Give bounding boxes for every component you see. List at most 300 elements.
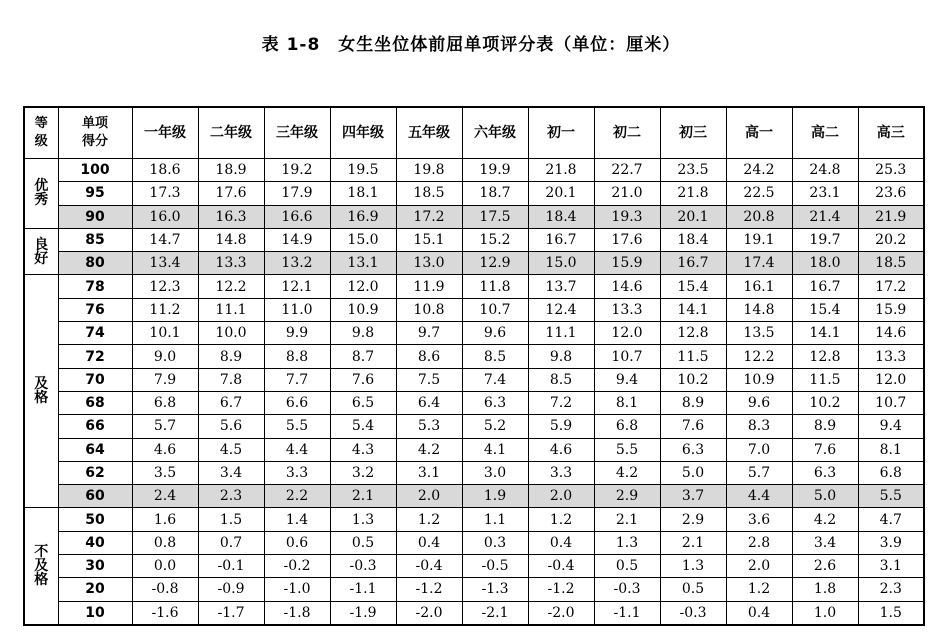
value-cell: 23.5 [660,159,726,182]
score-cell: 90 [58,205,132,228]
value-cell: 13.3 [198,252,264,275]
value-cell: 8.9 [660,391,726,414]
table-row [24,578,924,601]
table-row [24,205,924,228]
value-cell: -0.1 [198,555,264,578]
value-cell: 1.2 [726,578,792,601]
score-header: 单项 得分 [58,107,132,159]
table-row [24,391,924,414]
value-cell: 1.6 [132,508,198,531]
value-cell: 0.5 [594,555,660,578]
value-cell: 7.6 [660,415,726,438]
value-cell: 16.9 [330,205,396,228]
value-cell: 9.4 [858,415,924,438]
value-cell: 10.8 [396,298,462,321]
value-cell: 9.6 [726,391,792,414]
value-cell: 20.2 [858,228,924,251]
value-cell: 6.3 [462,391,528,414]
value-cell: 17.6 [198,182,264,205]
value-cell: 0.7 [198,531,264,554]
score-cell: 60 [58,485,132,508]
value-cell: 5.2 [462,415,528,438]
score-cell: 85 [58,228,132,251]
value-cell: 8.8 [264,345,330,368]
score-cell: 70 [58,368,132,391]
value-cell: 19.9 [462,159,528,182]
table-row [24,182,924,205]
value-cell: 13.0 [396,252,462,275]
value-cell: 3.9 [858,531,924,554]
value-cell: -2.0 [528,601,594,625]
value-cell: 8.7 [330,345,396,368]
value-cell: 1.0 [792,601,858,625]
value-cell: 12.0 [330,275,396,298]
value-cell: -0.2 [264,555,330,578]
value-cell: 12.2 [198,275,264,298]
value-cell: 7.6 [330,368,396,391]
value-cell: 12.2 [726,345,792,368]
value-cell: -0.9 [198,578,264,601]
score-cell: 20 [58,578,132,601]
level-cell: 良 好 [24,228,58,275]
value-cell: -2.0 [396,601,462,625]
value-cell: 3.5 [132,461,198,484]
value-cell: 14.8 [726,298,792,321]
value-cell: 4.2 [594,461,660,484]
value-cell: -0.3 [330,555,396,578]
value-cell: 6.4 [396,391,462,414]
level-cell: 优 秀 [24,159,58,229]
value-cell: 16.3 [198,205,264,228]
score-table [23,106,925,626]
value-cell: 13.3 [594,298,660,321]
value-cell: 3.4 [198,461,264,484]
value-cell: 10.7 [462,298,528,321]
value-cell: 21.0 [594,182,660,205]
value-cell: -1.2 [528,578,594,601]
value-cell: 6.8 [132,391,198,414]
table-body [24,159,924,625]
value-cell: 3.6 [726,508,792,531]
table-row [24,228,924,251]
value-cell: 5.5 [858,485,924,508]
value-cell: 16.0 [132,205,198,228]
table-row [24,298,924,321]
value-cell: 1.5 [198,508,264,531]
value-cell: 2.0 [528,485,594,508]
table-row [24,322,924,345]
value-cell: 10.7 [858,391,924,414]
value-cell: -1.9 [330,601,396,625]
value-cell: 10.2 [660,368,726,391]
value-cell: -1.2 [396,578,462,601]
value-cell: 7.4 [462,368,528,391]
value-cell: 1.3 [330,508,396,531]
value-cell: 2.4 [132,485,198,508]
value-cell: 15.2 [462,228,528,251]
value-cell: 0.5 [660,578,726,601]
value-cell: 9.7 [396,322,462,345]
value-cell: 18.5 [396,182,462,205]
value-cell: 2.0 [726,555,792,578]
value-cell: 5.9 [528,415,594,438]
value-cell: 2.2 [264,485,330,508]
grade-header: 五年级 [396,107,462,159]
value-cell: 19.8 [396,159,462,182]
value-cell: -0.3 [594,578,660,601]
value-cell: 3.0 [462,461,528,484]
value-cell: 3.3 [528,461,594,484]
value-cell: 5.6 [198,415,264,438]
value-cell: 6.7 [198,391,264,414]
value-cell: 12.1 [264,275,330,298]
value-cell: 5.7 [132,415,198,438]
value-cell: 11.5 [792,368,858,391]
value-cell: 12.3 [132,275,198,298]
value-cell: 20.8 [726,205,792,228]
value-cell: 0.5 [330,531,396,554]
value-cell: 25.3 [858,159,924,182]
value-cell: 0.6 [264,531,330,554]
value-cell: 1.4 [264,508,330,531]
value-cell: 9.8 [528,345,594,368]
value-cell: 18.7 [462,182,528,205]
table-row [24,485,924,508]
grade-header: 高二 [792,107,858,159]
value-cell: 0.3 [462,531,528,554]
value-cell: 7.9 [132,368,198,391]
level-header: 等 级 [24,107,58,159]
value-cell: 15.4 [792,298,858,321]
grade-header: 初一 [528,107,594,159]
value-cell: 17.2 [396,205,462,228]
value-cell: 2.9 [660,508,726,531]
value-cell: -0.5 [462,555,528,578]
value-cell: 5.3 [396,415,462,438]
value-cell: 4.2 [792,508,858,531]
value-cell: 24.2 [726,159,792,182]
value-cell: 18.1 [330,182,396,205]
value-cell: 16.6 [264,205,330,228]
score-cell: 72 [58,345,132,368]
value-cell: 11.9 [396,275,462,298]
table-row [24,555,924,578]
value-cell: 14.6 [858,322,924,345]
value-cell: 16.7 [792,275,858,298]
value-cell: 19.7 [792,228,858,251]
table-title: 表 1-8 女生坐位体前屈单项评分表（单位：厘米） [261,35,681,55]
value-cell: 12.4 [528,298,594,321]
value-cell: 17.5 [462,205,528,228]
value-cell: 21.4 [792,205,858,228]
value-cell: -0.3 [660,601,726,625]
value-cell: 8.3 [726,415,792,438]
value-cell: 11.0 [264,298,330,321]
value-cell: 14.7 [132,228,198,251]
value-cell: 6.8 [594,415,660,438]
value-cell: 8.9 [198,345,264,368]
value-cell: 11.1 [528,322,594,345]
value-cell: 11.2 [132,298,198,321]
value-cell: 14.8 [198,228,264,251]
value-cell: 8.9 [792,415,858,438]
value-cell: 1.8 [792,578,858,601]
score-cell: 76 [58,298,132,321]
value-cell: 0.4 [396,531,462,554]
grade-header: 三年级 [264,107,330,159]
score-cell: 78 [58,275,132,298]
value-cell: 24.8 [792,159,858,182]
table-row [24,438,924,461]
value-cell: 18.4 [528,205,594,228]
value-cell: 17.6 [594,228,660,251]
level-cell: 及 格 [24,275,58,508]
value-cell: 21.8 [528,159,594,182]
value-cell: 1.3 [660,555,726,578]
value-cell: 2.6 [792,555,858,578]
value-cell: 19.5 [330,159,396,182]
table-header [24,107,924,159]
value-cell: 7.7 [264,368,330,391]
grade-header: 一年级 [132,107,198,159]
value-cell: 4.5 [198,438,264,461]
table-row [24,461,924,484]
value-cell: -1.8 [264,601,330,625]
table-row [24,252,924,275]
value-cell: 18.9 [198,159,264,182]
value-cell: 11.5 [660,345,726,368]
value-cell: 19.3 [594,205,660,228]
value-cell: 12.8 [660,322,726,345]
value-cell: 17.9 [264,182,330,205]
value-cell: -1.1 [594,601,660,625]
table-row [24,159,924,182]
value-cell: 23.6 [858,182,924,205]
value-cell: 7.0 [726,438,792,461]
value-cell: -0.4 [396,555,462,578]
value-cell: 12.0 [594,322,660,345]
score-cell: 68 [58,391,132,414]
value-cell: 21.9 [858,205,924,228]
value-cell: -0.4 [528,555,594,578]
value-cell: 17.4 [726,252,792,275]
value-cell: 3.4 [792,531,858,554]
value-cell: 10.9 [330,298,396,321]
score-cell: 66 [58,415,132,438]
table-row [24,601,924,625]
value-cell: 2.1 [660,531,726,554]
value-cell: 5.0 [792,485,858,508]
value-cell: 5.7 [726,461,792,484]
value-cell: 2.1 [330,485,396,508]
value-cell: -0.8 [132,578,198,601]
value-cell: 6.8 [858,461,924,484]
value-cell: 1.2 [396,508,462,531]
value-cell: 1.9 [462,485,528,508]
value-cell: -1.1 [330,578,396,601]
score-cell: 64 [58,438,132,461]
value-cell: 7.5 [396,368,462,391]
value-cell: 14.1 [792,322,858,345]
value-cell: 18.0 [792,252,858,275]
score-cell: 50 [58,508,132,531]
grade-header: 二年级 [198,107,264,159]
value-cell: 13.2 [264,252,330,275]
table-row [24,345,924,368]
value-cell: 0.8 [132,531,198,554]
value-cell: 0.4 [528,531,594,554]
value-cell: 3.7 [660,485,726,508]
value-cell: 6.6 [264,391,330,414]
value-cell: 10.9 [726,368,792,391]
value-cell: 1.1 [462,508,528,531]
value-cell: 17.3 [132,182,198,205]
value-cell: 9.8 [330,322,396,345]
value-cell: 19.2 [264,159,330,182]
value-cell: 15.9 [858,298,924,321]
value-cell: 15.0 [528,252,594,275]
grade-header: 四年级 [330,107,396,159]
value-cell: 20.1 [528,182,594,205]
table-row [24,415,924,438]
value-cell: 10.0 [198,322,264,345]
value-cell: 22.5 [726,182,792,205]
value-cell: 10.7 [594,345,660,368]
value-cell: 15.9 [594,252,660,275]
grade-header: 初二 [594,107,660,159]
value-cell: 3.1 [396,461,462,484]
value-cell: 8.5 [462,345,528,368]
grade-header: 六年级 [462,107,528,159]
value-cell: 8.5 [528,368,594,391]
value-cell: 23.1 [792,182,858,205]
value-cell: 14.6 [594,275,660,298]
value-cell: 5.0 [660,461,726,484]
value-cell: 14.1 [660,298,726,321]
value-cell: 7.8 [198,368,264,391]
value-cell: 1.3 [594,531,660,554]
value-cell: 9.9 [264,322,330,345]
value-cell: 4.3 [330,438,396,461]
value-cell: 3.2 [330,461,396,484]
value-cell: 18.4 [660,228,726,251]
grade-header: 初三 [660,107,726,159]
value-cell: 3.3 [264,461,330,484]
grade-header: 高一 [726,107,792,159]
value-cell: 11.8 [462,275,528,298]
value-cell: 1.5 [858,601,924,625]
score-cell: 40 [58,531,132,554]
value-cell: 4.4 [726,485,792,508]
value-cell: 21.8 [660,182,726,205]
value-cell: 4.1 [462,438,528,461]
value-cell: 5.4 [330,415,396,438]
value-cell: 16.1 [726,275,792,298]
value-cell: 0.0 [132,555,198,578]
value-cell: -1.3 [462,578,528,601]
score-cell: 100 [58,159,132,182]
value-cell: 4.6 [528,438,594,461]
table-row [24,531,924,554]
value-cell: -1.7 [198,601,264,625]
value-cell: 19.1 [726,228,792,251]
value-cell: 13.3 [858,345,924,368]
value-cell: 2.8 [726,531,792,554]
value-cell: 12.9 [462,252,528,275]
value-cell: 3.1 [858,555,924,578]
value-cell: -1.0 [264,578,330,601]
value-cell: 8.6 [396,345,462,368]
value-cell: 11.1 [198,298,264,321]
table-row [24,368,924,391]
value-cell: 2.9 [594,485,660,508]
score-cell: 30 [58,555,132,578]
value-cell: 4.6 [132,438,198,461]
value-cell: 10.1 [132,322,198,345]
value-cell: 15.0 [330,228,396,251]
level-cell: 不 及 格 [24,508,58,625]
value-cell: -1.6 [132,601,198,625]
value-cell: 5.5 [264,415,330,438]
value-cell: 9.0 [132,345,198,368]
value-cell: 4.7 [858,508,924,531]
value-cell: 2.0 [396,485,462,508]
value-cell: 2.3 [198,485,264,508]
value-cell: 10.2 [792,391,858,414]
value-cell: 8.1 [858,438,924,461]
value-cell: 0.4 [726,601,792,625]
value-cell: 14.9 [264,228,330,251]
value-cell: 9.6 [462,322,528,345]
value-cell: 13.1 [330,252,396,275]
value-cell: 13.5 [726,322,792,345]
value-cell: 18.6 [132,159,198,182]
value-cell: 22.7 [594,159,660,182]
table-row [24,275,924,298]
value-cell: -2.1 [462,601,528,625]
value-cell: 7.2 [528,391,594,414]
value-cell: 15.1 [396,228,462,251]
value-cell: 18.5 [858,252,924,275]
value-cell: 8.1 [594,391,660,414]
value-cell: 12.0 [858,368,924,391]
value-cell: 2.1 [594,508,660,531]
table-row [24,508,924,531]
value-cell: 2.3 [858,578,924,601]
value-cell: 6.3 [660,438,726,461]
value-cell: 5.5 [594,438,660,461]
grade-header: 高三 [858,107,924,159]
value-cell: 1.2 [528,508,594,531]
score-cell: 80 [58,252,132,275]
value-cell: 12.8 [792,345,858,368]
value-cell: 9.4 [594,368,660,391]
value-cell: 13.4 [132,252,198,275]
value-cell: 20.1 [660,205,726,228]
score-cell: 10 [58,601,132,625]
value-cell: 15.4 [660,275,726,298]
value-cell: 16.7 [660,252,726,275]
score-cell: 62 [58,461,132,484]
value-cell: 4.2 [396,438,462,461]
value-cell: 16.7 [528,228,594,251]
score-cell: 95 [58,182,132,205]
value-cell: 6.5 [330,391,396,414]
value-cell: 6.3 [792,461,858,484]
value-cell: 7.6 [792,438,858,461]
score-cell: 74 [58,322,132,345]
value-cell: 17.2 [858,275,924,298]
